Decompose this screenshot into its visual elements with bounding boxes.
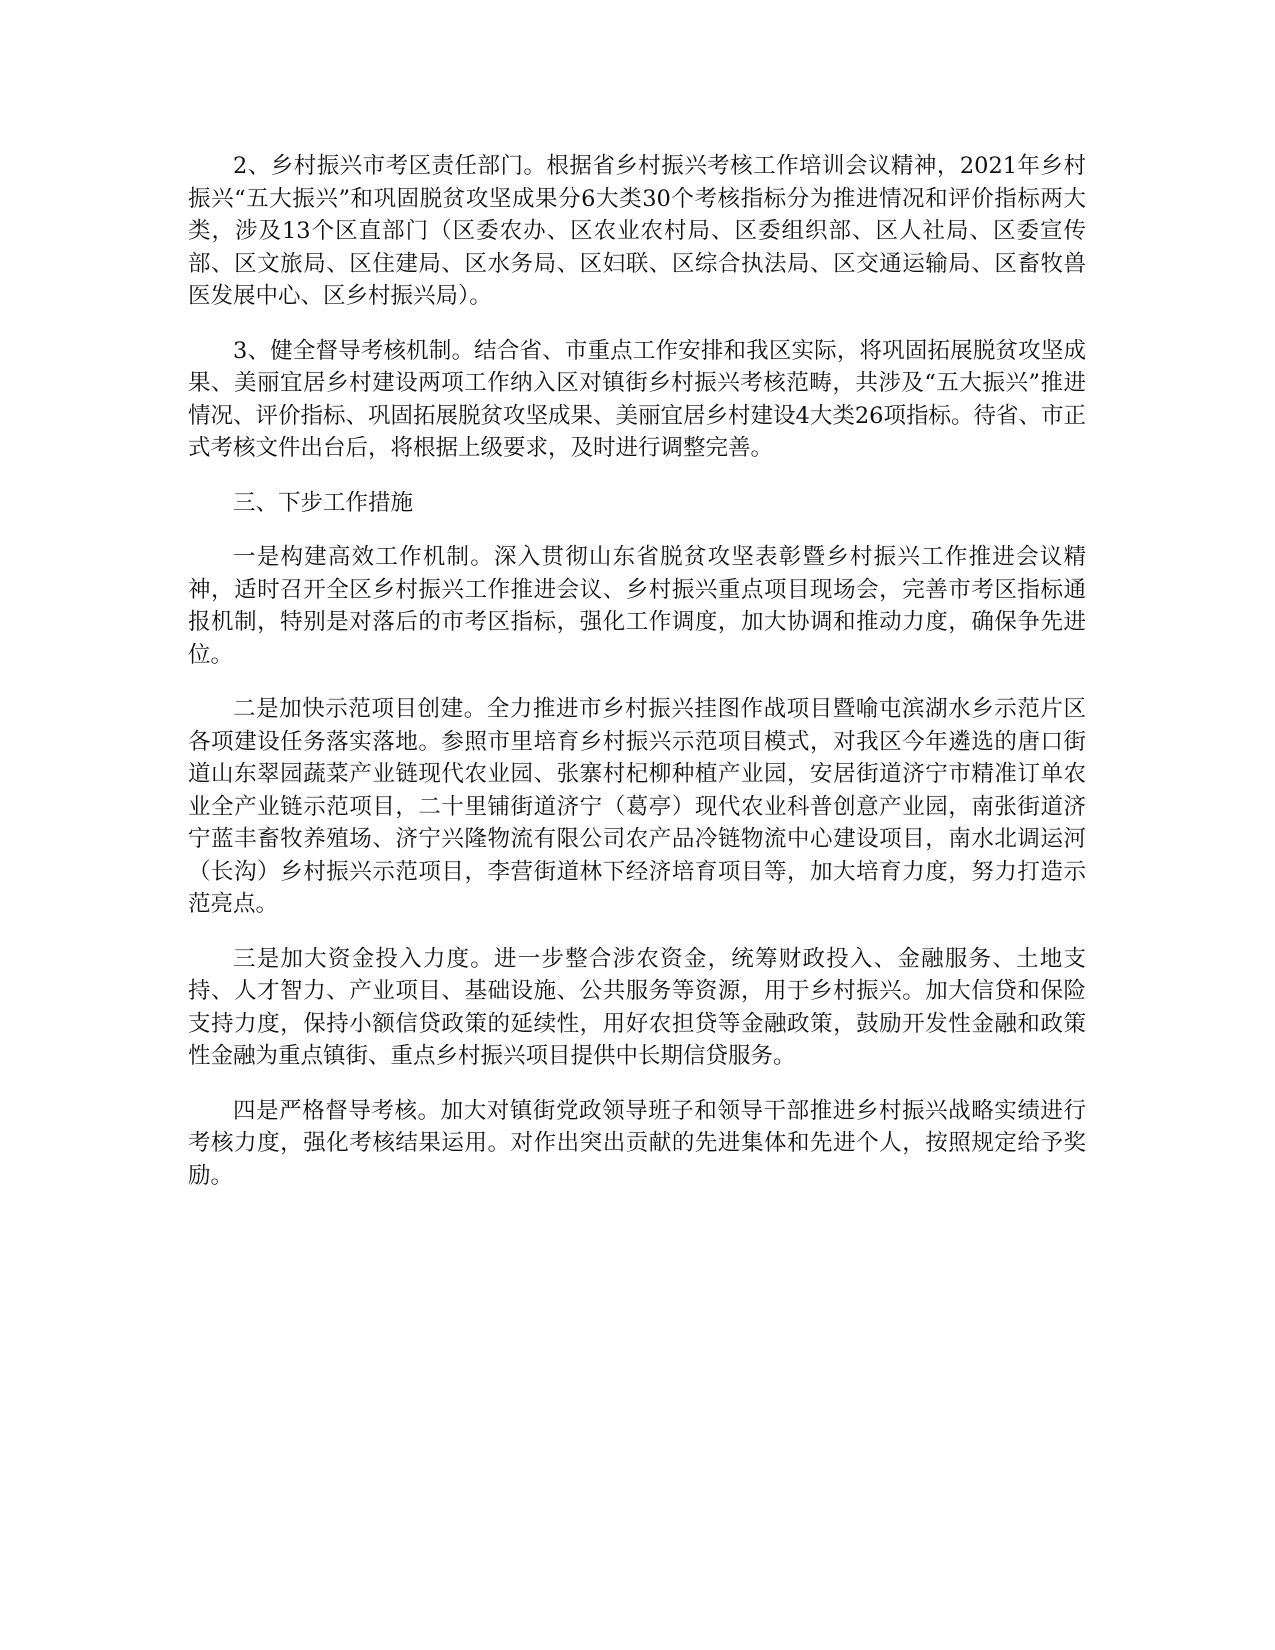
paragraph-demonstration-projects: 二是加快示范项目创建。全力推进市乡村振兴挂图作战项目暨喻屯滨湖水乡示范片区各项建设任务落实落地。参照市里培育乡村振兴示范项目模式，对我区今年遴选的唐口街道山东翠园蔬菜产业链现代农业园、张寨村杞柳种植产业园，安居街道济宁市精准订单农业全产业链示范项目，二十里铺街道济宁（葛亭）现代农业科普创意产业园，南张街道济宁蓝丰畜牧养殖场、济宁兴隆物流有限公司农产品冷链物流中心建设项目，南水北调运河（长沟）乡村振兴示范项目，李营街道林下经济培育项目等，加大培育力度，努力打造示范亮点。 (188, 696, 1086, 917)
paragraph-funding-investment: 三是加大资金投入力度。进一步整合涉农资金，统筹财政投入、金融服务、土地支持、人才智力、产业项目、基础设施、公共服务等资源，用于乡村振兴。加大信贷和保险支持力度，保持小额信贷政策的延续性，用好农担贷等金融政策，鼓励开发性金融和政策性金融为重点镇街、重点乡村振兴项目提供中长期信贷服务。 (188, 945, 1086, 1069)
paragraph-work-mechanism: 一是构建高效工作机制。深入贯彻山东省脱贫攻坚表彰暨乡村振兴工作推进会议精神，适时召开全区乡村振兴工作推进会议、乡村振兴重点项目现场会，完善市考区指标通报机制，特别是对落后的市考区指标，强化工作调度，加大协调和推动力度，确保争先进位。 (188, 544, 1086, 668)
paragraph-responsible-departments: 2、乡村振兴市考区责任部门。根据省乡村振兴考核工作培训会议精神，2021年乡村振兴“五大振兴”和巩固脱贫攻坚成果分6大类30个考核指标分为推进情况和评价指标两大类，涉及13个区直部门（区委农办、区农业农村局、区委组织部、区人社局、区委宣传部、区文旅局、区住建局、区水务局、区妇联、区综合执法局、区交通运输局、区畜牧兽医发展中心、区乡村振兴局）。 (188, 153, 1086, 309)
paragraph-assessment: 四是严格督导考核。加大对镇街党政领导班子和领导干部推进乡村振兴战略实绩进行考核力度，强化考核结果运用。对作出突出贡献的先进集体和先进个人，按照规定给予奖励。 (188, 1097, 1086, 1189)
section-heading-next-steps: 三、下步工作措施 (233, 489, 414, 516)
paragraph-supervision-mechanism: 3、健全督导考核机制。结合省、市重点工作安排和我区实际，将巩固拓展脱贫攻坚成果、美丽宜居乡村建设两项工作纳入区对镇街乡村振兴考核范畴，共涉及“五大振兴”推进情况、评价指标、巩固拓展脱贫攻坚成果、美丽宜居乡村建设4大类26项指标。待省、市正式考核文件出台后，将根据上级要求，及时进行调整完善。 (188, 337, 1086, 461)
document-body (188, 150, 1086, 1214)
